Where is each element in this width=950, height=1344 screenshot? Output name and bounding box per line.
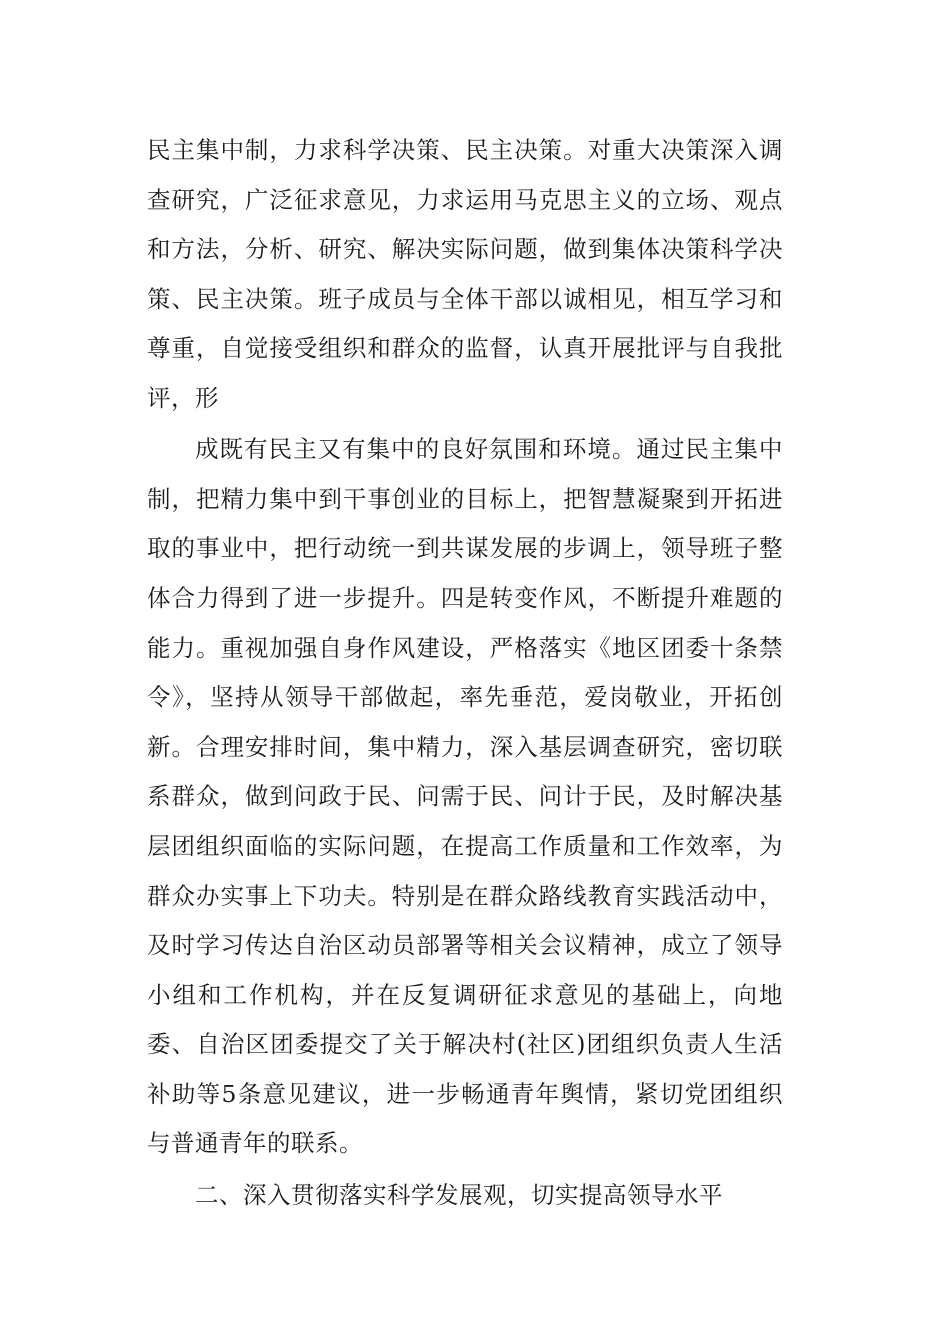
paragraph-continuation: 民主集中制，力求科学决策、民主决策。对重大决策深入调查研究，广泛征求意见，力求运用马克思主义的立场、观点和方法，分析、研究、解决实际问题，做到集体决策科学决策、民主决策。班子成员与全体干部以诚相见，相互学习和尊重，自觉接受组织和群众的监督，认真开展批评与自我批评，形 [147,136,783,412]
section-heading: 二、深入贯彻落实科学发展观，切实提高领导水平 [195,1180,723,1209]
paragraph-main: 成既有民主又有集中的良好氛围和环境。通过民主集中制，把精力集中到干事创业的目标上，把智慧凝聚到开拓进取的事业中，把行动统一到共谋发展的步调上，领导班子整体合力得到了进一步提升。四是转变作风，不断提升难题的能力。重视加强自身作风建设，严格落实《地区团委十条禁令》，坚持从领导干部做起，率先垂范，爱岗敬业，开拓创新。合理安排时间，集中精力，深入基层调查研究，密切联系群众，做到问政于民、问需于民、问计于民，及时解决基层团组织面临的实际问题，在提高工作质量和工作效率，为群众办实事上下功夫。特别是在群众路线教育实践活动中，及时学习传达自治区动员部署等相关会议精神，成立了领导小组和工作机构，并在反复调研征求意见的基础上，向地委、自治区团委提交了关于解决村(社区)团组织负责人生活补助等5条意见建议，进一步畅通青年舆情，紧切党团组织与普通青年的联系。 [147,435,783,1158]
body-text [147,126,783,1220]
